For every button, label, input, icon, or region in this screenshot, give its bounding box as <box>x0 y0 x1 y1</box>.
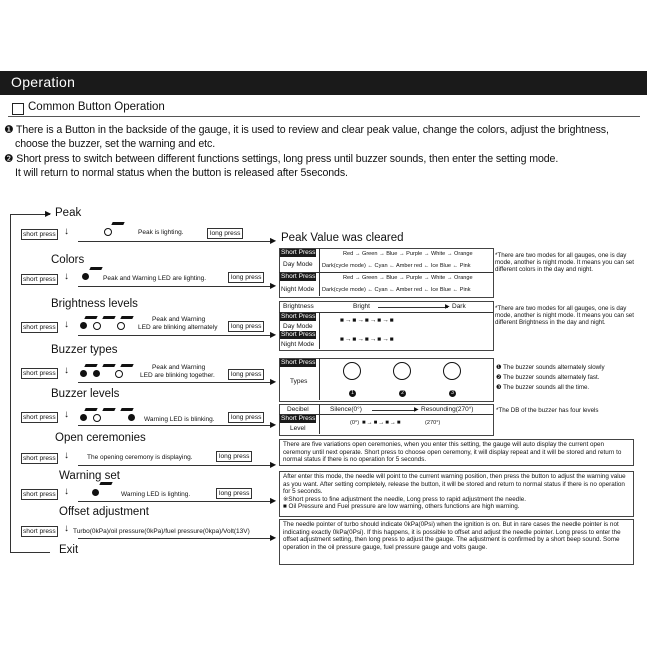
section-offset-title: Offset adjustment <box>59 506 149 518</box>
arrow-right-icon: ▶ <box>270 236 277 245</box>
flow-loop-bottom <box>10 552 50 553</box>
intro-paragraph-2-line-2: It will return to normal status when the button is released after 5seconds. <box>15 167 348 179</box>
offset-arrow-line <box>78 538 274 539</box>
short-press-tag: Short Press <box>281 273 316 280</box>
level-start: (0°) <box>350 420 360 426</box>
long-press-label: long press <box>228 369 264 380</box>
section-warning-set-title: Warning set <box>59 470 120 482</box>
long-press-label: long press <box>216 451 252 462</box>
open-ceremonies-desc: The opening ceremony is displaying. <box>87 454 193 461</box>
section-open-ceremonies-title: Open ceremonies <box>55 432 146 444</box>
buzzer-levels-desc: Warning LED is blinking. <box>144 416 215 423</box>
night-color-sequence-2: Dark(cycle mode) ← Cyan ← Amber red ← Ice Blue ← Pink <box>322 287 471 293</box>
flow-loop-line <box>10 214 11 552</box>
brightness-desc-2: LED are blinking alternately <box>138 324 218 331</box>
warning-led-on-icon <box>80 370 87 377</box>
arrow-down-icon: ↓ <box>64 523 69 534</box>
gauge-icon <box>343 362 361 380</box>
arrow-down-icon: ↓ <box>64 226 69 237</box>
arrow-right-icon: ▶ <box>270 533 277 542</box>
arrow-down-icon: ↓ <box>64 409 69 420</box>
buzzer-type-note-3: ❸ The buzzer sounds all the time. <box>496 384 590 391</box>
short-press-label: short press <box>23 528 56 535</box>
warning-led-on-icon <box>92 489 99 496</box>
day-brightness-steps-icon: ■→■→■→■→■ <box>340 317 395 324</box>
warning-led-on-icon <box>128 414 135 421</box>
intro-paragraph-1-line-1: ❶ There is a Button in the backside of the gauge, it is used to review and clear peak value, change the colors, adjust the brightness, <box>4 124 609 136</box>
buzzer-type-note-2: ❷ The buzzer sounds alternately fast. <box>496 374 600 381</box>
dark-label: Dark <box>452 303 466 310</box>
warning-set-note: ■ Oil Pressure and Fuel pressure are low warning, others functions are high warning. <box>283 503 520 510</box>
short-press-tag: Short Press <box>281 313 316 320</box>
night-brightness-steps-icon: ■→■→■→■→■ <box>340 336 395 343</box>
open-ceremonies-arrow-line <box>78 465 274 466</box>
section-buzzer-levels-title: Buzzer levels <box>51 388 120 400</box>
peak-led-icon <box>89 267 102 270</box>
night-mode-label: Night Mode <box>281 341 315 348</box>
short-press-tag: Short Press <box>281 249 316 256</box>
silence-label: Silence(0°) <box>330 406 362 413</box>
types-label: Types <box>290 378 308 385</box>
warning-set-tip-text: Short press to fine adjustment the needle, Long press to rapid adjustment the needle. <box>288 495 526 503</box>
buzzer-type-1-badge: 1 <box>349 390 356 397</box>
warning-set-text: After enter this mode, the needle will point to the current warning position, then press the button to adjust the warning value as you want. After setting completely, release the button, it will be stored and return to normal status if there is no operation for 5 seconds. <box>283 473 626 495</box>
day-mode-label: Day Mode <box>283 261 313 268</box>
day-color-sequence-2: Dark(cycle mode) ← Cyan ← Amber red ← Ice Blue ← Pink <box>322 263 471 269</box>
led-icon <box>120 364 133 367</box>
open-ceremonies-text: There are five variations open ceremonies, when you enter this setting, the gauge will auto display the current open ceremony until next operate. Short press to choose open ceremony, it will display repeat and it will be stored and return to normal status if there is no operation for 5 seconds. <box>279 439 634 466</box>
warning-set-tip: ※Short press to fine adjustment the needle, Long press to rapid adjustment the needle. <box>283 495 526 503</box>
level-end: (270°) <box>425 420 441 426</box>
long-press-label: long press <box>228 412 264 423</box>
buzzer-type-note-1: ❶ The buzzer sounds alternately slowly <box>496 364 605 371</box>
brightness-note: *There are two modes for all gauges, one is day mode, another is night mode. It means you can set different Brightness in the day and night. <box>495 305 634 326</box>
arrow-right-icon: ▶ <box>414 407 419 413</box>
led-icon <box>84 364 97 367</box>
arrow-down-icon: ↓ <box>64 319 69 330</box>
peak-result: Peak Value was cleared <box>281 232 404 244</box>
led-icon <box>99 482 112 485</box>
warning-led-off-icon <box>115 370 123 378</box>
flow-loop-top <box>10 214 50 215</box>
warning-set-desc: Warning LED is lighting. <box>121 491 191 498</box>
warning-led-off-icon <box>93 322 101 330</box>
section-header-bar <box>0 71 647 95</box>
short-press-label: short press <box>23 276 56 283</box>
short-press-tag: Short Press <box>281 331 316 338</box>
led-icon <box>102 364 115 367</box>
decibel-label: Decibel <box>287 406 309 413</box>
peak-arrow-line <box>78 241 274 242</box>
warning-set-text-box <box>279 471 634 517</box>
led-icon <box>102 316 115 319</box>
section-colors-title: Colors <box>51 254 85 266</box>
resounding-label: Resounding(270°) <box>421 406 474 413</box>
arrow-right-icon: ▶ <box>45 209 52 218</box>
buzzer-types-col-divider <box>319 358 320 400</box>
buzzer-levels-arrow-line <box>78 425 274 426</box>
arrow-right-icon: ▶ <box>270 377 277 386</box>
buzzer-levels-note: *The DB of the buzzer has four levels <box>496 407 599 414</box>
led-icon <box>84 408 97 411</box>
brightness-desc-1: Peak and Warning <box>152 316 206 323</box>
section-peak-title: Peak <box>55 207 82 219</box>
colors-arrow-line <box>78 286 274 287</box>
arrow-right-icon: ▶ <box>270 460 277 469</box>
buzzer-types-arrow-line <box>78 382 274 383</box>
arrow-right-icon: ▶ <box>270 330 277 339</box>
section-brightness-title: Brightness levels <box>51 298 138 310</box>
arrow-down-icon: ↓ <box>64 486 69 497</box>
arrow-right-icon: ▶ <box>270 281 277 290</box>
short-press-label: short press <box>23 491 56 498</box>
led-icon <box>120 316 133 319</box>
warning-led-on-icon <box>80 322 87 329</box>
short-press-tag: Short Press <box>281 415 316 422</box>
short-press-label: short press <box>23 231 56 238</box>
intro-paragraph-2-line-1: ❷ Short press to switch between different functions settings, long press until buzzer sounds, then enter the setting mode. <box>4 153 559 165</box>
offset-desc: Turbo(0kPa)/oil pressure(0kPa)/fuel pressure(0kpa)/Volt(13V) <box>73 528 250 535</box>
warning-led-off-icon <box>93 414 101 422</box>
led-icon <box>120 408 133 411</box>
section-buzzer-types-title: Buzzer types <box>51 344 118 356</box>
buzzer-levels-col-divider <box>319 404 320 434</box>
long-press-label: long press <box>228 272 264 283</box>
arrow-right-icon: ▶ <box>445 304 450 310</box>
warning-led-off-icon <box>104 228 112 236</box>
buzzer-types-desc-2: LED are blinking together. <box>140 372 215 379</box>
intro-paragraph-1-line-2: choose the buzzer, set the warning and etc. <box>15 138 216 150</box>
warning-set-arrow-line <box>78 501 274 502</box>
colors-desc: Peak and Warning LED are lighting. <box>103 275 207 282</box>
brightness-table-col-divider <box>319 312 320 349</box>
square-bullet-icon <box>12 103 24 115</box>
night-mode-label: Night Mode <box>281 286 315 293</box>
level-steps-icon: ■→■→■→■ <box>362 420 402 426</box>
buzzer-types-desc-1: Peak and Warning <box>152 364 206 371</box>
section-title: Operation <box>11 74 76 90</box>
level-label: Level <box>290 425 306 432</box>
led-icon <box>84 316 97 319</box>
short-press-tag: Short Press <box>281 359 316 366</box>
exit-label: Exit <box>59 544 79 556</box>
gauge-icon <box>443 362 461 380</box>
short-press-label: short press <box>23 455 56 462</box>
warning-led-off-icon <box>117 322 125 330</box>
led-icon <box>102 408 115 411</box>
short-press-label: short press <box>23 324 56 331</box>
long-press-label: long press <box>216 488 252 499</box>
warning-led-on-icon <box>80 414 87 421</box>
day-color-sequence-1: Red → Green → Blue → Purple → White → Orange <box>343 251 473 257</box>
silence-resounding-arrow <box>372 410 416 411</box>
arrow-right-icon: ▶ <box>270 496 277 505</box>
buzzer-type-3-badge: 3 <box>449 390 456 397</box>
day-mode-label: Day Mode <box>283 323 313 330</box>
short-press-label: short press <box>23 414 56 421</box>
long-press-label: long press <box>207 228 243 239</box>
warning-led-on-icon <box>82 273 89 280</box>
gauge-icon <box>393 362 411 380</box>
arrow-down-icon: ↓ <box>64 450 69 461</box>
bright-dark-arrow <box>378 307 448 308</box>
peak-led-icon <box>111 222 124 225</box>
brightness-label: Brightness <box>283 303 314 310</box>
arrow-right-icon: ▶ <box>270 420 277 429</box>
colors-table-col-divider <box>319 248 320 296</box>
long-press-label: long press <box>228 321 264 332</box>
offset-text: The needle pointer of turbo should indicate 0kPa(0Psi) when the ignition is on. But in rare cases the needle pointer is not indicating exactly 0kPa(0Psi). If this happens, it is possible to offset and adjust the needle pointer. Long press to enter the offset adjustment setting, then long press to adjust the gauge. The adjustment is confirmed by a short beep sound. Some operation in the oil pressure gauge, fuel pressure gauge and volts gauge. <box>279 519 634 565</box>
night-color-sequence-1: Red → Green → Blue → Purple → White → Orange <box>343 275 473 281</box>
colors-note: *There are two modes for all gauges, one is day mode, another is night mode. It means you can set different colors in the day and night. <box>495 252 634 273</box>
bright-label: Bright <box>353 303 370 310</box>
short-press-label: short press <box>23 370 56 377</box>
brightness-arrow-line <box>78 335 274 336</box>
arrow-down-icon: ↓ <box>64 365 69 376</box>
warning-led-on-icon <box>93 370 100 377</box>
peak-desc: Peak is lighting. <box>138 229 184 236</box>
subsection-title: Common Button Operation <box>28 101 165 113</box>
subsection-divider <box>8 116 640 117</box>
buzzer-type-2-badge: 2 <box>399 390 406 397</box>
arrow-down-icon: ↓ <box>64 271 69 282</box>
